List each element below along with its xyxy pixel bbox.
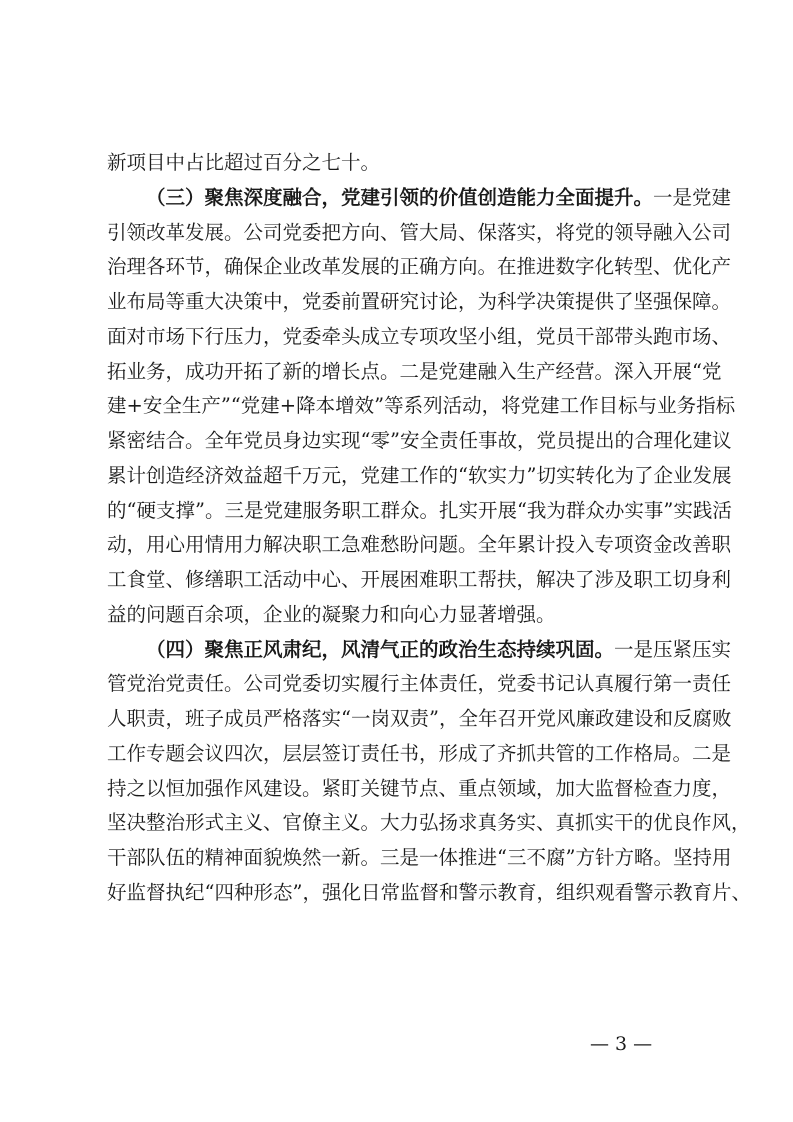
section3-line-4: 面对市场下行压力，党委牵头成立专项攻坚小组，党员干部带头跑市场、 (107, 324, 732, 348)
section3-line-7: 紧密结合。全年党员身边实现“零”安全责任事故，党员提出的合理化建议 (107, 429, 732, 452)
page-number: — 3 — (590, 1033, 653, 1055)
section3-line-12: 益的问题百余项，企业的凝聚力和向心力显著增强。 (107, 602, 556, 626)
section3-first-line (107, 181, 732, 216)
section4-line-1: 管党治党责任。公司党委切实履行主体责任，党委书记认真履行第一责任 (107, 672, 732, 696)
section4-line-2: 人职责，班子成员严格落实“一岗双责”，全年召开党风廉政建设和反腐败 (107, 707, 732, 730)
section3-line-6: 建+安全生产”“党建+降本增效”等系列活动，将党建工作目标与业务指标 (107, 394, 736, 418)
section3-line-11: 工食堂、修缮职工活动中心、开展困难职工帮扶，解决了涉及职工切身利 (107, 568, 732, 591)
section3-line-0: 一是党建 (653, 185, 732, 209)
section3-line-8: 累计创造经济效益超千万元，党建工作的“软实力”切实转化为了企业发展 (107, 463, 732, 487)
section4-line-3: 工作专题会议四次，层层签订责任书，形成了齐抓共管的工作格局。二是 (107, 741, 732, 765)
section3-heading: （三）聚焦深度融合，党建引领的价值创造能力全面提升。 (146, 185, 654, 209)
section4-line-4: 持之以恒加强作风建设。紧盯关键节点、重点领域，加大监督检查力度， (107, 776, 732, 800)
document-body (107, 146, 751, 911)
section4-first-line (107, 633, 732, 668)
section4-line-6: 干部队伍的精神面貌焕然一新。三是一体推进“三不腐”方针方略。坚持用 (107, 846, 732, 869)
section4-heading: （四）聚焦正风肃纪，风清气正的政治生态持续巩固。 (146, 637, 615, 661)
section3-line-5: 拓业务，成功开拓了新的增长点。二是党建融入生产经营。深入开展“党 (107, 359, 722, 383)
section3-line-9: 的“硬支撑”。三是党建服务职工群众。扎实开展“我为群众办实事”实践活 (107, 498, 732, 522)
section3-line-10: 动，用心用情用力解决职工急难愁盼问题。全年累计投入专项资金改善职 (107, 533, 732, 557)
section4-line-5: 坚决整治形式主义、官僚主义。大力弘扬求真务实、真抓实干的优良作风， (107, 811, 751, 835)
section3-line-1: 引领改革发展。公司党委把方向、管大局、保落实，将党的领导融入公司 (107, 220, 732, 244)
section4-line-7: 好监督执纪“四种形态”，强化日常监督和警示教育，组织观看警示教育片、 (107, 880, 751, 904)
section4-line-0: 一是压紧压实 (614, 637, 732, 661)
section3-line-2: 治理各环节，确保企业改革发展的正确方向。在推进数字化转型、优化产 (107, 255, 732, 279)
continuation-line: 新项目中占比超过百分之七十。 (107, 151, 381, 174)
section3-line-3: 业布局等重大决策中，党委前置研究讨论，为科学决策提供了坚强保障。 (107, 290, 732, 313)
